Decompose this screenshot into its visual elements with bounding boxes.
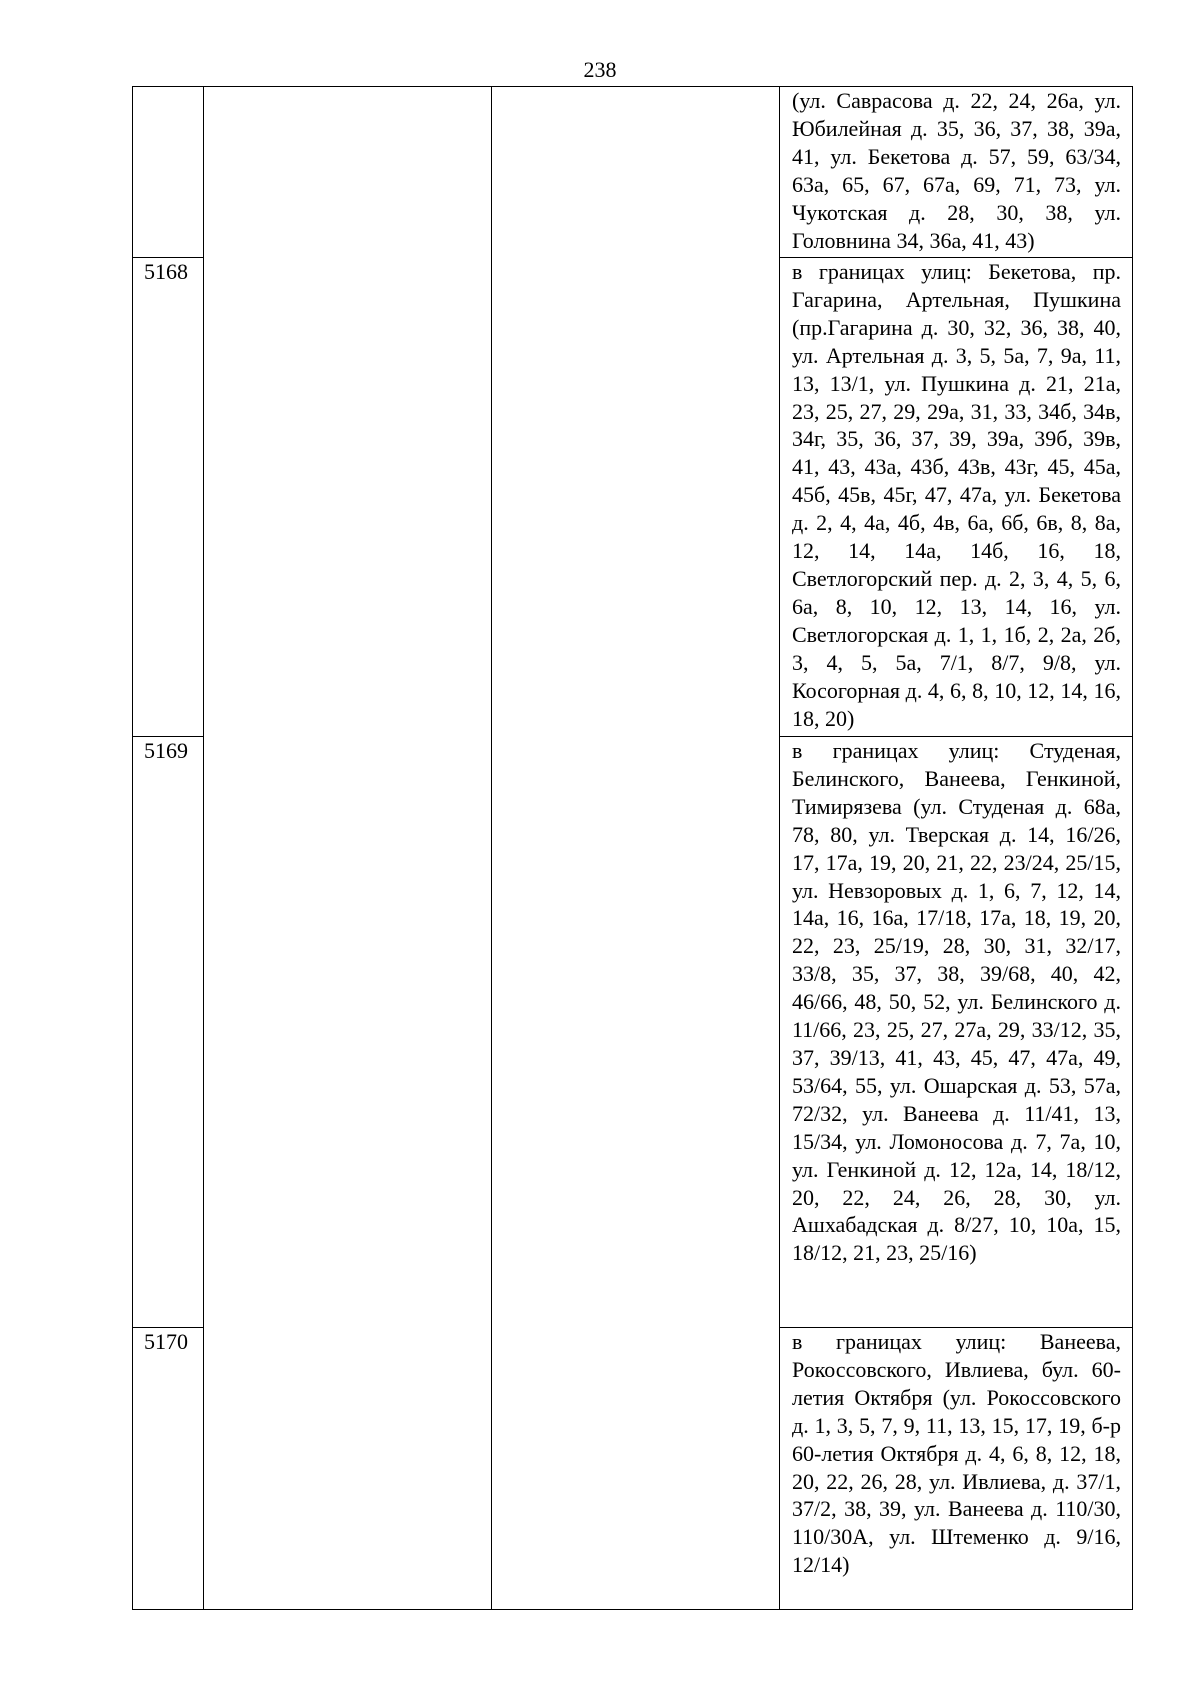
polling-stations-table: [132, 86, 1133, 1610]
station-number-cell: [133, 87, 204, 258]
address-cell: в границах улиц: Ванеева, Рокоссовского, Ивлиева, бул. 60-летия Октября (ул. Рокоссовского д. 1, 3, 5, 7, 9, 11, 13, 15, 17, 19, б-р 60-летия Октября д. 4, 6, 8, 12, 18, 20, 22, 26, 28, ул. Ивлиева, д. 37/1, 37/2, 38, 39, ул. Ванеева д. 110/30, 110/30А, ул. Штеменко д. 9/16, 12/14): [780, 1328, 1133, 1610]
page-number: 238: [583, 57, 617, 82]
address-cell: в границах улиц: Бекетова, пр. Гагарина, Артельная, Пушкина (пр.Гагарина д. 30, 32, 36, 38, 40, ул. Артельная д. 3, 5, 5а, 7, 9а, 11, 13, 13/1, ул. Пушкина д. 21, 21а, 23, 25, 27, 29, 29а, 31, 33, 34б, 34в, 34г, 35, 36, 37, 39, 39а, 39б, 39в, 41, 43, 43а, 43б, 43в, 43г, 45, 45а, 45б, 45в, 45г, 47, 47а, ул. Бекетова д. 2, 4, 4а, 4б, 4в, 6а, 6б, 6в, 8, 8а, 12, 14, 14а, 14б, 16, 18, Светлогорский пер. д. 2, 3, 4, 5, 6, 6а, 8, 10, 12, 13, 14, 16, ул. Светлогорская д. 1, 1, 1б, 2, 2а, 2б, 3, 4, 5, 5а, 7/1, 8/7, 9/8, ул. Косогорная д. 4, 6, 8, 10, 12, 14, 16, 18, 20): [780, 258, 1133, 737]
empty-column-cell: [204, 87, 492, 1610]
address-cell: (ул. Саврасова д. 22, 24, 26а, ул. Юбилейная д. 35, 36, 37, 38, 39а, 41, ул. Бекетова д. 57, 59, 63/34, 63а, 65, 67, 67а, 69, 71, 73, ул. Чукотская д. 28, 30, 38, ул. Головнина 34, 36а, 41, 43): [780, 87, 1133, 258]
station-number-cell: 5169: [133, 737, 204, 1328]
station-number-cell: 5170: [133, 1328, 204, 1610]
table-row: [133, 87, 1133, 258]
station-number-cell: 5168: [133, 258, 204, 737]
empty-column-cell: [492, 87, 780, 1610]
address-cell: в границах улиц: Студеная, Белинского, Ванеева, Генкиной, Тимирязева (ул. Студеная д. 68а, 78, 80, ул. Тверская д. 14, 16/26, 17, 17а, 19, 20, 21, 22, 23/24, 25/15, ул. Невзоровых д. 1, 6, 7, 12, 14, 14а, 16, 16а, 17/18, 17а, 18, 19, 20, 22, 23, 25/19, 28, 30, 31, 32/17, 33/8, 35, 37, 38, 39/68, 40, 42, 46/66, 48, 50, 52, ул. Белинского д. 11/66, 23, 25, 27, 27а, 29, 33/12, 35, 37, 39/13, 41, 43, 45, 47, 47а, 49, 53/64, 55, ул. Ошарская д. 53, 57а, 72/32, ул. Ванеева д. 11/41, 13, 15/34, ул. Ломоносова д. 7, 7а, 10, ул. Генкиной д. 12, 12а, 14, 18/12, 20, 22, 24, 26, 28, 30, ул. Ашхабадская д. 8/27, 10, 10а, 15, 18/12, 21, 23, 25/16): [780, 737, 1133, 1328]
